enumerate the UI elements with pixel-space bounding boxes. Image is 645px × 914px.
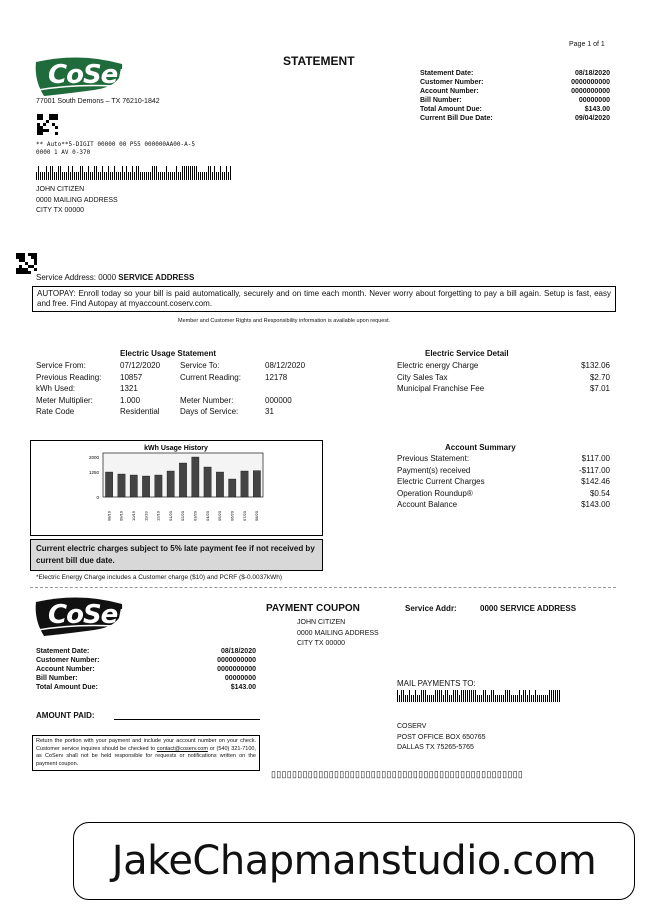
coupon-field-value: $143.00 [230,684,256,691]
summary-row [420,88,610,97]
chart-ytick-label: 0 [96,495,99,500]
detail-value: $132.06 [581,361,610,370]
coupon-field-value: 0000000000 [217,657,256,664]
watermark-box [73,822,635,900]
account-row [397,500,610,510]
coupon-field-label: Statement Date: [36,648,90,655]
remit-barcode-icon [397,690,560,702]
usage-value: 31 [265,407,274,416]
account-row [397,489,610,499]
usage-label: Rate Code [36,407,75,416]
summary-row [420,79,610,88]
chart-bar [229,479,236,497]
remit-name: COSERV [397,723,427,730]
statement-title: STATEMENT [283,54,355,68]
chart-xtick-label: 08/19 [106,510,112,521]
chart-bar [142,476,149,497]
usage-value: 1321 [120,384,138,393]
service-address [36,273,194,283]
summary-row [420,97,610,106]
qr-code-small-icon [16,253,37,274]
coupon-field-label: Account Number: [36,666,95,673]
usage-chart [31,441,322,535]
customer-name: JOHN CITIZEN [36,186,85,193]
coupon-customer-addr1: 0000 MAILING ADDRESS [297,629,379,637]
postal-barcode-icon [36,166,231,180]
usage-label: Service From: [36,361,86,370]
account-value: $0.54 [589,488,610,498]
detail-label: Municipal Franchise Fee [397,384,485,393]
chart-bar [241,471,248,497]
qr-code-icon [37,114,58,135]
usage-value: 08/12/2020 [265,361,306,370]
summary-label: Statement Date: [420,70,474,77]
contact-email-link[interactable]: contact@coserv.com [156,745,208,752]
account-row [397,477,610,487]
coupon-field-row [36,666,256,675]
chart-xtick-label: 04/20 [204,510,210,521]
page-number: Page 1 of 1 [569,41,605,48]
detail-label: Electric energy Charge [397,361,479,370]
chart-xtick-label: 01/20 [167,510,173,521]
summary-value: 0000000000 [571,79,610,86]
coupon-customer-addr2: CITY TX 00000 [297,640,345,647]
coupon-service-addr-value: 0000 SERVICE ADDRESS [480,604,577,613]
coupon-customer-name: JOHN CITIZEN [297,619,346,626]
watermark-text: JakeChapmanstudio.com [111,838,597,884]
usage-row [36,373,336,383]
coupon-field-label: Total Amount Due: [36,684,98,691]
usage-chart-box [30,440,323,536]
summary-value: 08/18/2020 [574,70,610,77]
usage-value: 000000 [265,395,292,405]
coupon-field-row [36,675,256,684]
customer-addr2: CITY TX 00000 [36,207,84,214]
mail-sort-code: ** Auto**5-DIGIT 00000 00 P55 000000AA00-A-5 0000 1 AV 0-370 [36,141,195,156]
summary-row [420,115,610,124]
detail-row [397,384,610,394]
chart-bar [253,471,260,497]
account-row [397,466,610,476]
company-address: 77001 South Demons – TX 76210-1842 [36,98,160,105]
usage-value [265,384,325,394]
service-detail-title: Electric Service Detail [425,349,509,358]
remit-line2: DALLAS TX 75265-5765 [397,744,474,751]
coserv-logo-coupon [34,596,146,638]
account-value: $143.00 [581,500,610,509]
service-address-label: Service Address: 0000 [36,273,117,282]
detail-row [397,361,610,371]
chart-bar [155,475,162,497]
chart-xtick-label: 10/19 [131,510,136,521]
coserv-logo [34,56,146,98]
coupon-field-row [36,648,256,657]
remit-line1: POST OFFICE BOX 650765 [397,733,486,741]
coupon-field-value: 0000000000 [217,666,256,673]
summary-value: $143.00 [584,106,610,113]
chart-xtick-label: 08/20 [254,510,260,521]
detail-row [397,373,610,383]
account-row [397,454,610,464]
return-note-1: Return the portion with your payment and include your account number on your check. Customer service inquires should be checked to [36,738,256,752]
account-value: $142.46 [581,477,610,486]
chart-ytick-label: 2000 [88,455,99,460]
chart-bar [192,457,199,497]
chart-xtick-label: 07/20 [241,510,247,521]
usage-label: Meter Number: [180,395,234,405]
chart-xtick-label: 03/20 [192,510,198,521]
ocr-scan-line: ▯▯▯▯▯▯▯▯▯▯▯▯▯▯▯▯▯▯▯▯▯▯▯▯▯▯▯▯▯▯▯▯▯▯▯▯▯▯▯▯▯▯▯▯▯▯▯▯ [271,769,524,779]
summary-row [420,70,610,79]
usage-grid [36,361,336,419]
summary-label: Bill Number: [420,97,462,104]
summary-value: 00000000 [578,97,610,104]
account-summary-list [397,454,610,512]
chart-xtick-label: 02/20 [180,510,186,521]
account-summary-title: Account Summary [445,443,516,452]
chart-xtick-label: 11/19 [143,511,149,521]
service-detail-list [397,361,610,396]
usage-label: Meter Multiplier: [36,395,93,405]
coupon-field-value: 08/18/2020 [220,648,256,655]
return-note-2: or (540) 321-7100, as CoServ shall not be held responsible for requests or notifications written on the payment coupon. [36,745,256,767]
summary-label: Account Number: [420,88,479,95]
account-value: -$117.00 [579,465,610,475]
chart-bar [167,471,174,497]
chart-xtick-label: 06/20 [229,510,235,521]
autopay-box: AUTOPAY: Enroll today so your bill is paid automatically, securely and on time each month. Never worry about forgetting to pay a bill again. Setup is fast, easy and free. Find Autopay at myaccount.coserv.com. [32,286,616,312]
chart-bar [105,472,112,497]
chart-bar [118,474,125,497]
customer-addr1: 0000 MAILING ADDRESS [36,196,118,204]
account-value: $117.00 [581,454,610,463]
energy-footnote: *Electric Energy Charge includes a Customer charge ($10) and PCRF ($-0.0037kWh) [36,574,283,581]
summary-value: 09/04/2020 [574,115,610,122]
chart-xtick-label: 09/19 [118,510,124,521]
usage-value: 1.000 [120,395,141,405]
usage-label: kWh Used: [36,384,76,393]
usage-row [36,361,336,371]
amount-paid-field[interactable] [114,719,260,720]
return-instructions [32,735,260,771]
chart-bar [216,472,223,497]
summary-label: Customer Number: [420,79,484,86]
account-label: Account Balance [397,500,458,509]
coupon-field-value: 00000000 [224,675,256,682]
rights-note: Member and Customer Rights and Responsibility information is available upon request. [178,318,391,324]
account-label: Operation Roundup® [397,488,473,498]
summary-row [420,106,610,115]
coupon-title: PAYMENT COUPON [266,603,360,614]
service-address-value: SERVICE ADDRESS [118,273,195,282]
usage-label: Days of Service: [180,407,239,416]
usage-row [36,407,336,417]
chart-bar [179,463,186,497]
amount-paid-label: AMOUNT PAID: [36,711,95,720]
usage-label: Service To: [180,361,220,370]
coupon-customer-address [297,619,379,649]
summary-value: 0000000000 [571,88,610,95]
late-fee-note: Current electric charges subject to 5% late payment fee if not received by current bill due date. [30,539,323,571]
usage-label: Current Reading: [180,372,241,382]
chart-bar [130,475,137,497]
chart-ytick-label: 1250 [88,470,99,475]
coupon-service-addr-label: Service Addr: [405,604,457,613]
tear-line [30,587,616,588]
detail-value: $7.01 [589,384,610,393]
usage-label [180,384,265,394]
usage-value: 12178 [265,372,288,382]
chart-bar [204,467,211,497]
chart-xtick-label: 05/20 [217,510,223,521]
chart-xtick-label: 12/19 [155,510,161,521]
logo-text-coupon: CoServ [48,600,146,630]
usage-value: Residential [120,407,160,416]
account-label: Electric Current Charges [397,477,485,486]
usage-value: 10857 [120,372,143,382]
usage-title: Electric Usage Statement [120,349,217,358]
chart-title: kWh Usage History [144,445,208,452]
logo-text: CoServ [48,60,146,90]
summary-label: Total Amount Due: [420,106,482,113]
summary-label: Current Bill Due Date: [420,115,493,122]
usage-label: Previous Reading: [36,372,102,382]
customer-address-block [36,186,118,216]
coupon-field-row [36,684,256,693]
usage-row [36,384,336,394]
detail-value: $2.70 [589,372,610,382]
coupon-field-label: Bill Number: [36,675,78,682]
remit-address [397,723,486,753]
usage-value: 07/12/2020 [120,361,161,370]
statement-summary [420,70,610,124]
detail-label: City Sales Tax [397,372,448,382]
account-label: Previous Statement: [397,454,470,463]
coupon-field-row [36,657,256,666]
coupon-field-label: Customer Number: [36,657,100,664]
mail-payments-label: MAIL PAYMENTS TO: [397,679,476,688]
usage-row [36,396,336,406]
coupon-fields [36,648,256,693]
account-label: Payment(s) received [397,465,471,475]
